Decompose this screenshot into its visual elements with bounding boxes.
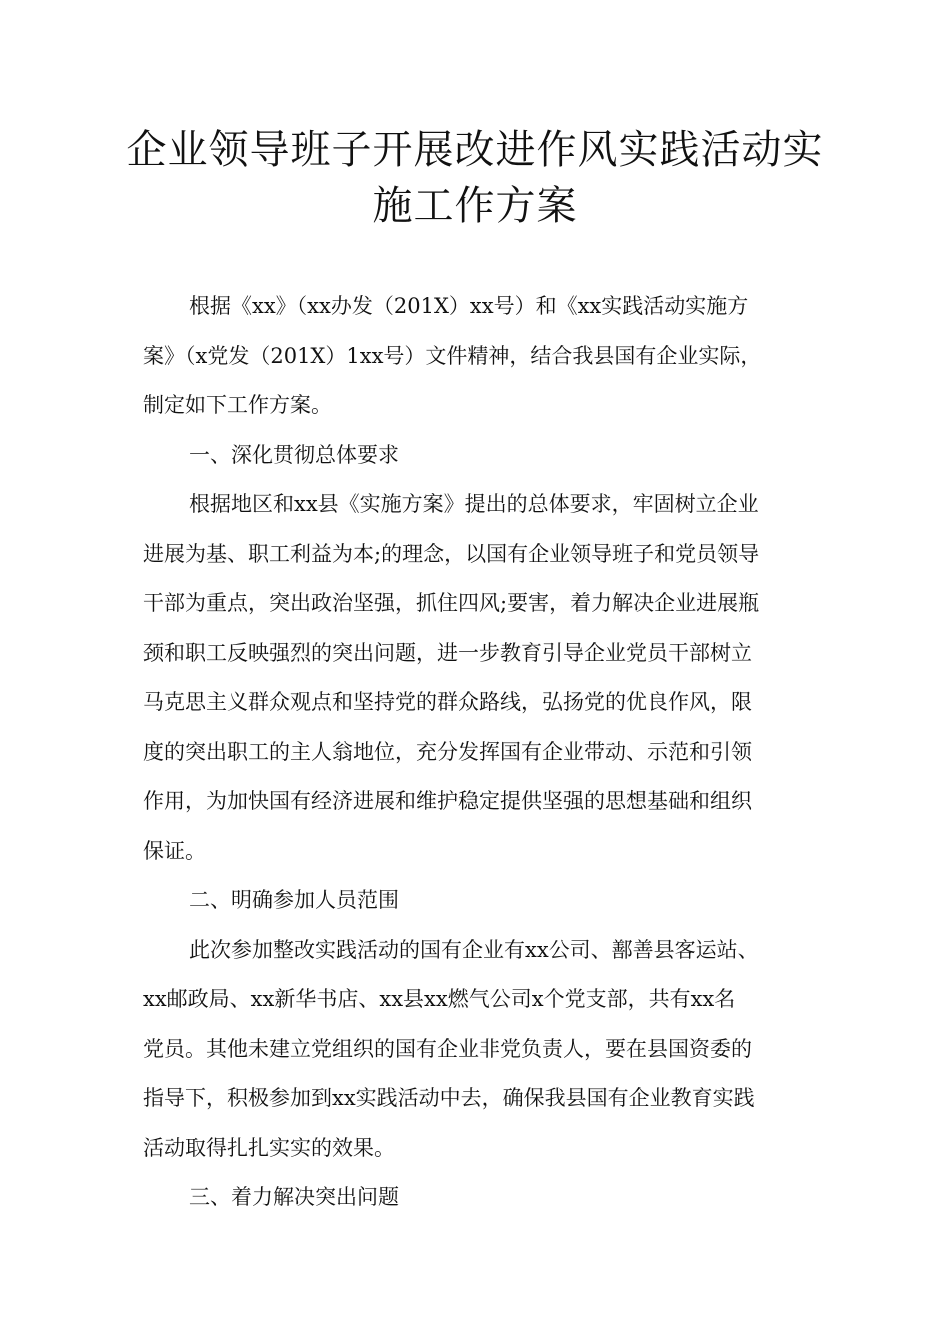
paragraph-1-line: 根据《xx》（xx办发（201X）xx号）和《xx实践活动实施方 [189,294,749,318]
paragraph-3-line: xx邮政局、xx新华书店、xx县xx燃气公司x个党支部，共有xx名 [143,987,736,1011]
paragraph-2-line: 保证。 [143,838,206,863]
document-body [143,282,813,1223]
section-heading-1: 一、深化贯彻总体要求 [189,442,399,467]
title-line-1: 企业领导班子开展改进作风实践活动实 [126,127,824,173]
paragraph-3-line: 党员。其他未建立党组织的国有企业非党负责人，要在县国资委的 [143,1036,752,1061]
document-title [120,122,830,234]
paragraph-2-line: 度的突出职工的主人翁地位，充分发挥国有企业带动、示范和引领 [143,739,752,764]
section-heading-3: 三、着力解决突出问题 [189,1185,399,1209]
paragraph-2-line: 根据地区和xx县《实施方案》提出的总体要求，牢固树立企业 [189,492,759,516]
title-line-2: 施工作方案 [372,183,578,229]
paragraph-1-line: 制定如下工作方案。 [143,393,332,417]
paragraph-2-line: 进展为基、职工利益为本;的理念，以国有企业领导班子和党员领导 [143,541,760,566]
paragraph-2-line: 作用，为加快国有经济进展和维护稳定提供坚强的思想基础和组织 [143,789,752,813]
paragraph-3-line: 活动取得扎扎实实的效果。 [143,1135,395,1160]
paragraph-2-line: 颈和职工反映强烈的突出问题，进一步教育引导企业党员干部树立 [143,640,752,665]
paragraph-2-line: 马克思主义群众观点和坚持党的群众路线，弘扬党的优良作风，限 [143,690,752,714]
paragraph-3-line: 此次参加整改实践活动的国有企业有xx公司、鄯善县客运站、 [189,937,759,962]
paragraph-3-line: 指导下，积极参加到xx实践活动中去，确保我县国有企业教育实践 [143,1086,755,1110]
paragraph-2-line: 干部为重点，突出政治坚强，抓住四风;要害，着力解决企业进展瓶 [143,591,760,615]
paragraph-1-line: 案》（x党发（201X）1xx号）文件精神，结合我县国有企业实际， [143,343,762,368]
section-heading-2: 二、明确参加人员范围 [189,888,399,912]
